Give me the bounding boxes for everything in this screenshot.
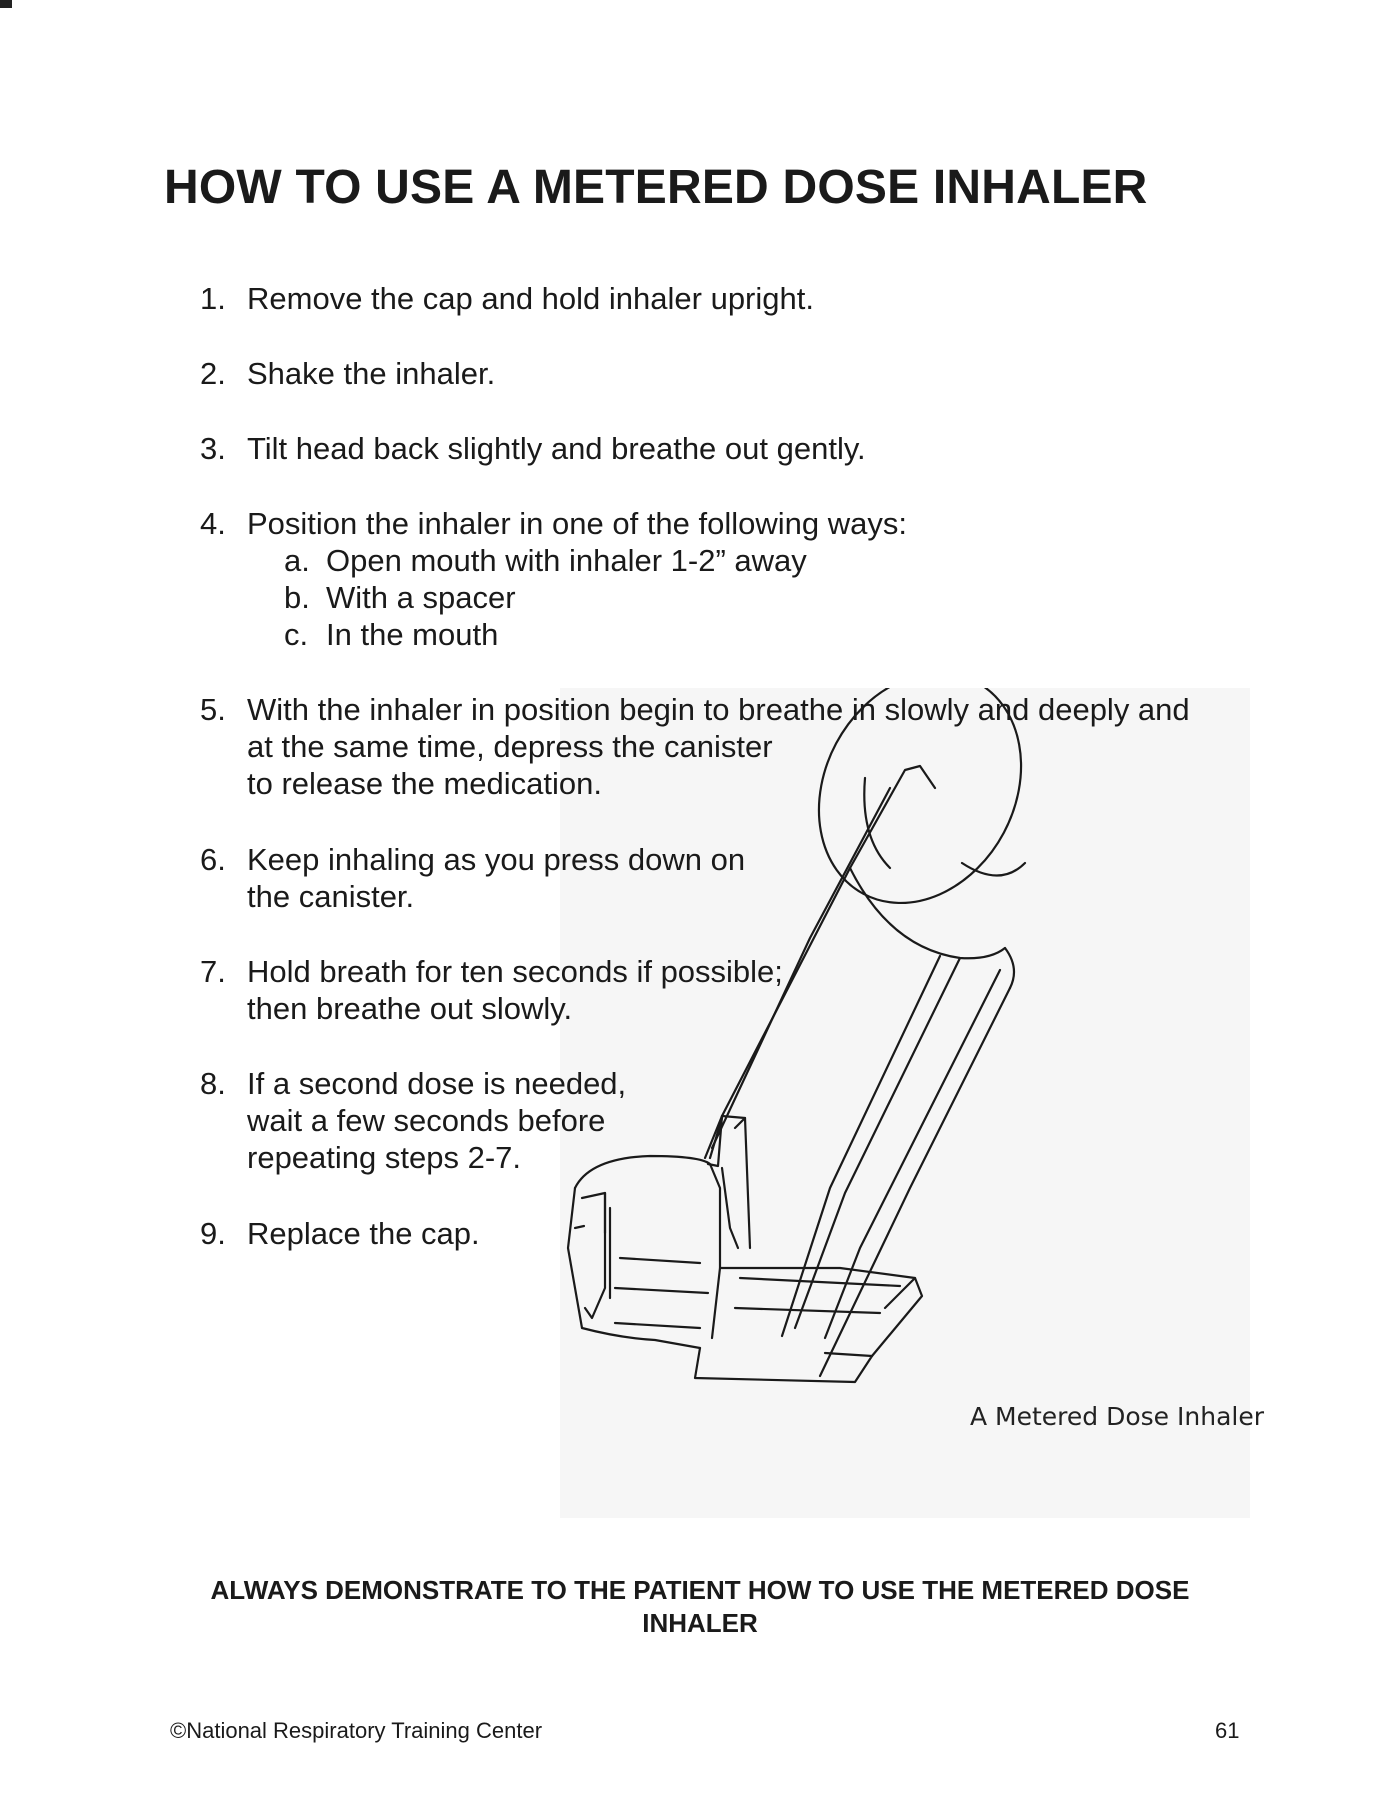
step-text: Shake the inhaler. [247,356,496,391]
substep-text: Open mouth with inhaler 1-2” away [326,543,807,578]
step-text: to release the medication. [247,766,602,801]
page-number: 61 [1215,1718,1240,1743]
step-text: Position the inhaler in one of the following ways: [247,506,908,541]
step-text: the canister. [247,879,415,914]
step-number: 6. [200,842,226,877]
metered-dose-inhaler-icon [560,688,1250,1518]
step-1 [200,280,814,317]
illustration-caption: A Metered Dose Inhaler [970,1402,1264,1431]
step-text: Replace the cap. [247,1216,480,1251]
substep-c [284,616,498,653]
step-number: 3. [200,431,226,466]
step-text: With the inhaler in position begin to breathe in slowly and deeply and [247,692,1190,727]
demonstration-notice: ALWAYS DEMONSTRATE TO THE PATIENT HOW TO USE THE METERED DOSE INHALER [210,1575,1190,1638]
step-8 [200,1065,627,1175]
substep-letter: a. [284,543,310,578]
step-number: 8. [200,1066,226,1101]
step-number: 1. [200,281,226,316]
step-text: Keep inhaling as you press down on [247,842,746,877]
step-number: 5. [200,692,226,727]
step-text: Tilt head back slightly and breathe out gently. [247,431,866,466]
step-text: at the same time, depress the canister [247,729,773,764]
page-title: HOW TO USE A METERED DOSE INHALER [164,161,1148,214]
footer-copyright: ©National Respiratory Training Center [170,1718,543,1743]
substep-letter: b. [284,580,310,615]
step-5 [200,691,1190,801]
step-9 [200,1215,480,1252]
step-7 [200,953,783,1026]
step-6 [200,841,746,914]
substep-text: In the mouth [326,617,499,652]
substep-letter: c. [284,617,309,652]
step-text: repeating steps 2-7. [247,1140,522,1175]
scan-artifact-mark [0,0,12,8]
step-text: wait a few seconds before [247,1103,606,1138]
step-text: If a second dose is needed, [247,1066,627,1101]
step-text: Hold breath for ten seconds if possible; [247,954,783,989]
step-number: 7. [200,954,226,989]
step-number: 9. [200,1216,226,1251]
substep-b [284,579,516,616]
substep-text: With a spacer [326,580,516,615]
step-number: 4. [200,506,226,541]
substep-a [284,542,807,579]
step-3 [200,430,866,467]
step-text: then breathe out slowly. [247,991,573,1026]
step-4 [200,505,908,542]
step-2 [200,355,496,392]
step-text: Remove the cap and hold inhaler upright. [247,281,814,316]
inhaler-illustration [560,688,1250,1518]
step-number: 2. [200,356,226,391]
